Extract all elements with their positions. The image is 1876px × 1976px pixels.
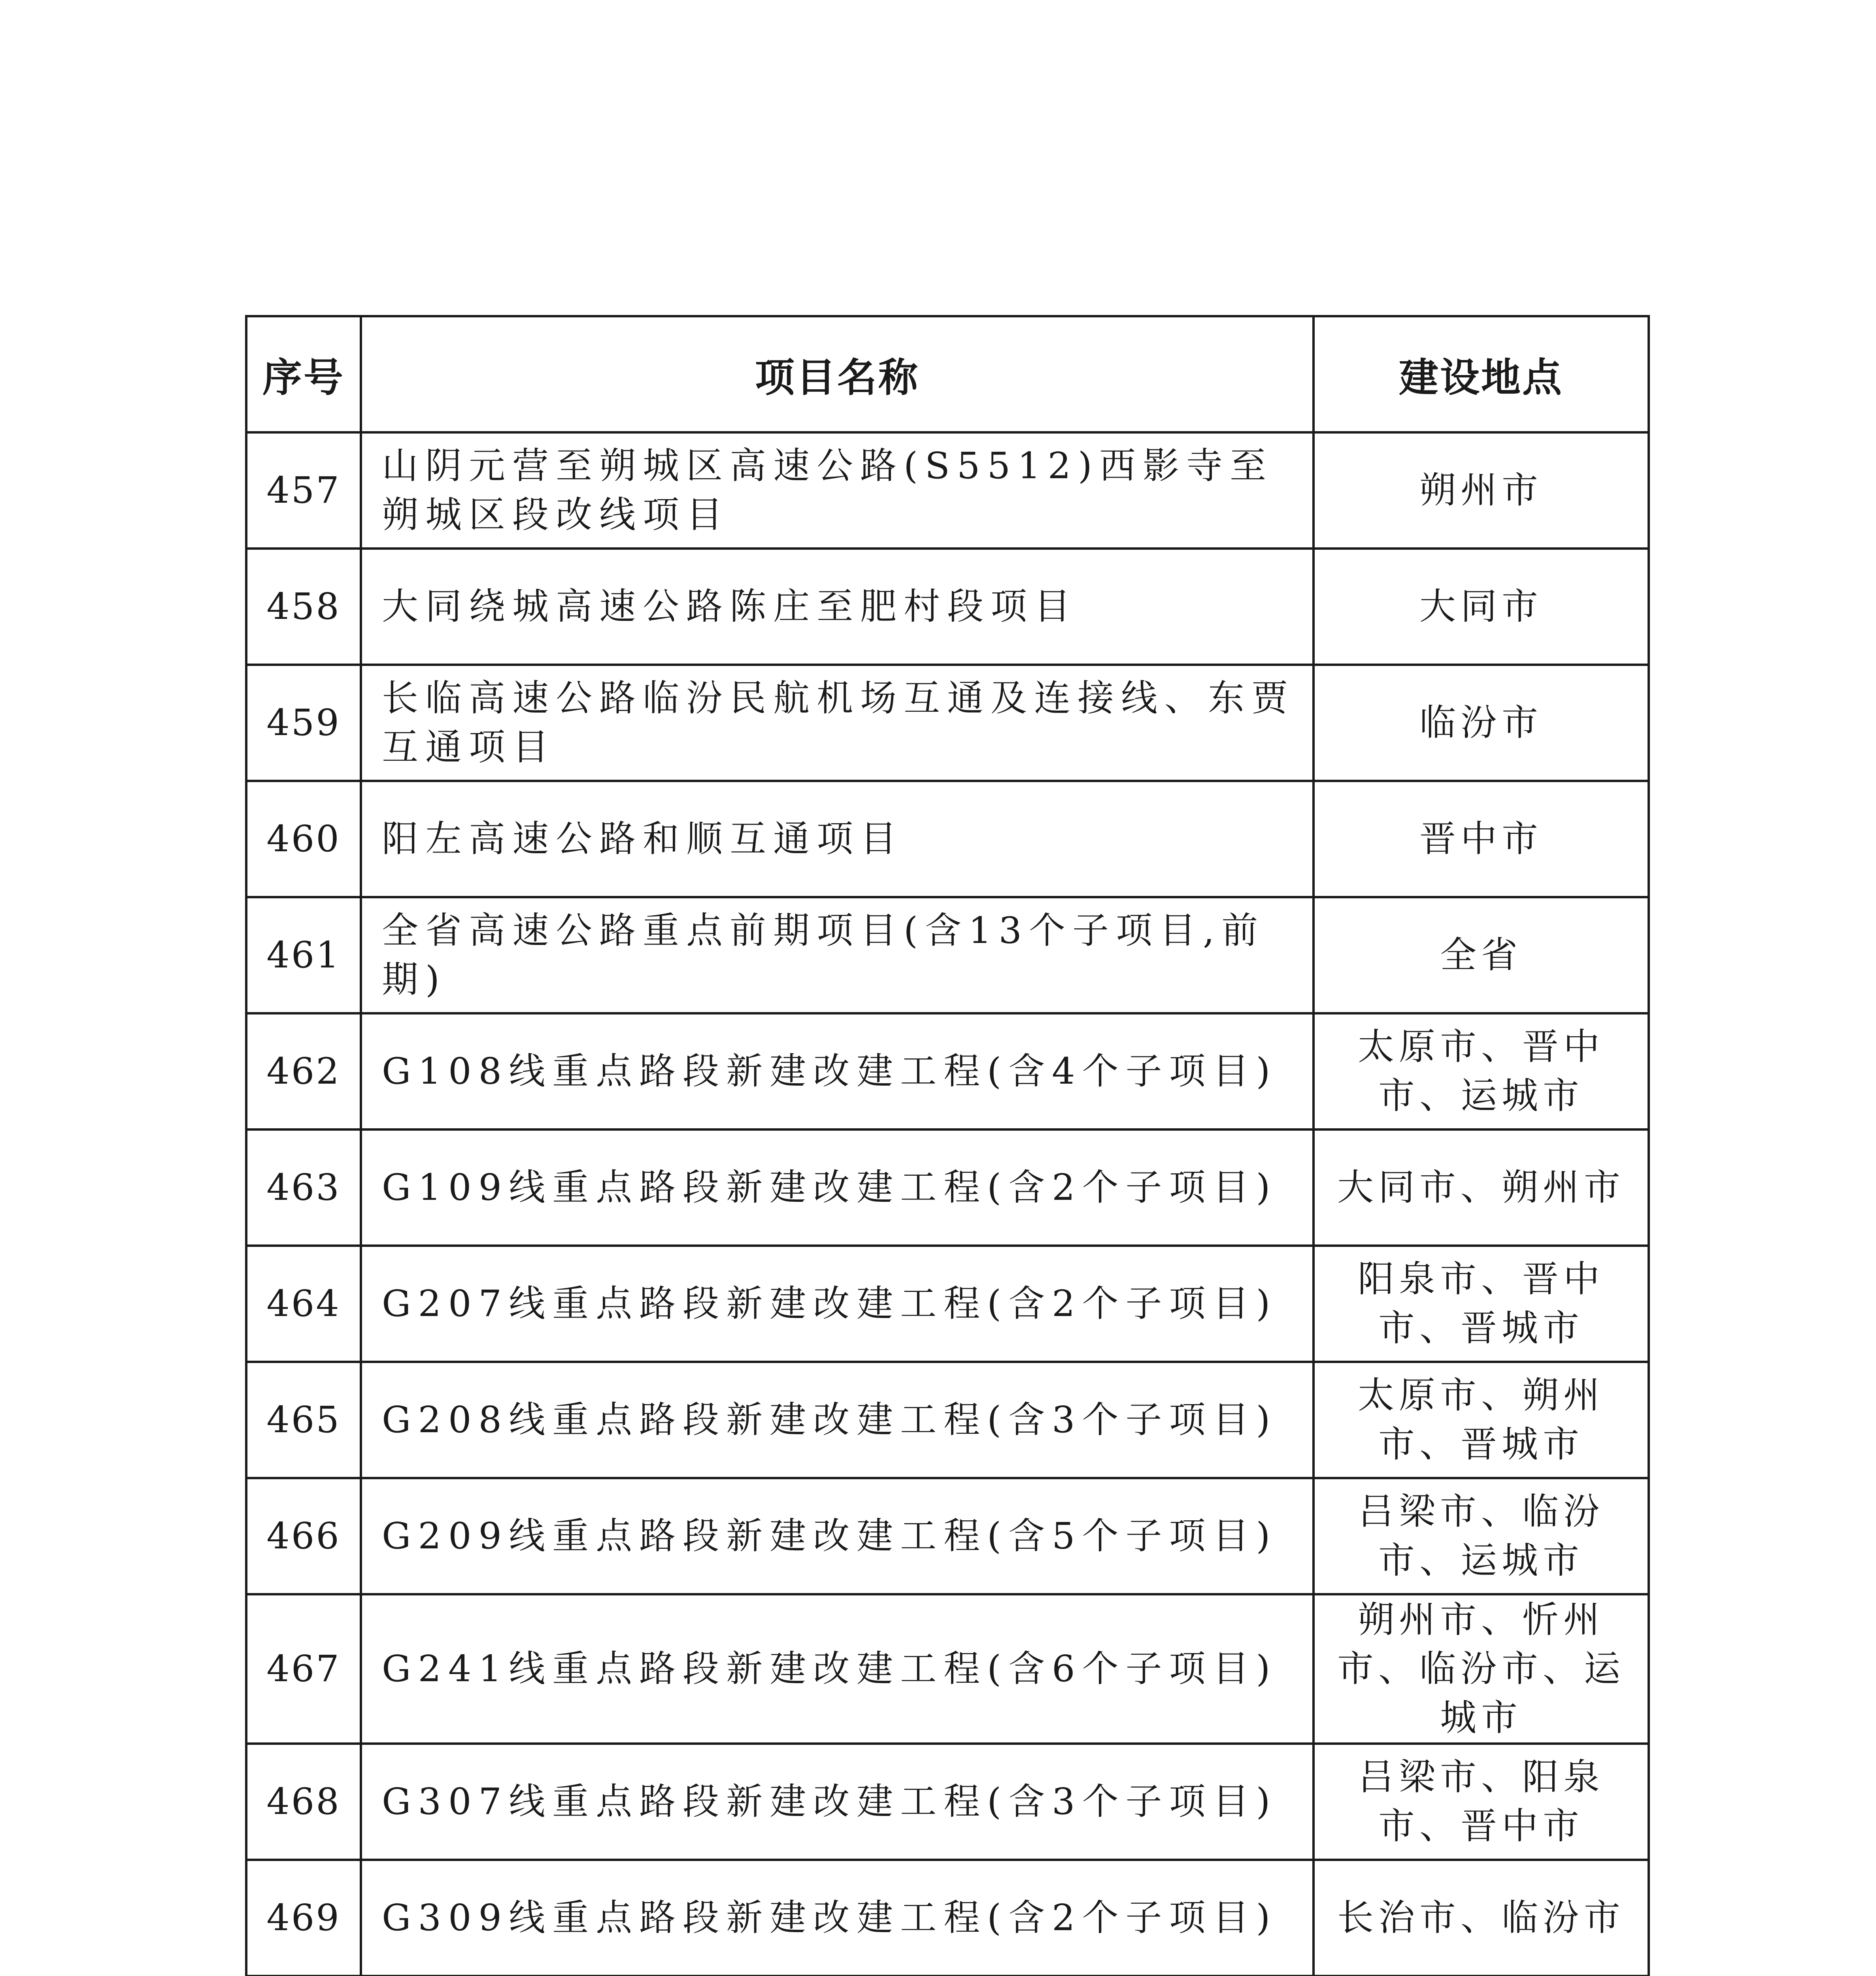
project-name-cell: G209线重点路段新建改建工程(含5个子项目) <box>361 1478 1314 1594</box>
project-name-cell: G208线重点路段新建改建工程(含3个子项目) <box>361 1362 1314 1478</box>
serial-number-cell: 468 <box>246 1744 361 1860</box>
serial-number-cell: 457 <box>246 432 361 549</box>
project-table <box>245 315 1650 1976</box>
serial-number-cell: 461 <box>246 897 361 1013</box>
table-row <box>246 432 1649 549</box>
serial-number-cell: 469 <box>246 1860 361 1976</box>
header-location: 建设地点 <box>1314 316 1649 432</box>
serial-number-cell: 462 <box>246 1013 361 1129</box>
project-name-cell: 大同绕城高速公路陈庄至肥村段项目 <box>361 549 1314 665</box>
serial-number-cell: 467 <box>246 1594 361 1744</box>
project-name-cell: 山阴元营至朔城区高速公路(S5512)西影寺至朔城区段改线项目 <box>361 432 1314 549</box>
table-header <box>246 316 1649 432</box>
project-name-cell: G109线重点路段新建改建工程(含2个子项目) <box>361 1129 1314 1246</box>
project-name-cell: 阳左高速公路和顺互通项目 <box>361 781 1314 897</box>
serial-number-cell: 460 <box>246 781 361 897</box>
project-name-cell: G241线重点路段新建改建工程(含6个子项目) <box>361 1594 1314 1744</box>
table-row <box>246 1013 1649 1129</box>
serial-number-cell: 463 <box>246 1129 361 1246</box>
header-serial-number: 序号 <box>246 316 361 432</box>
table-row <box>246 549 1649 665</box>
serial-number-cell: 458 <box>246 549 361 665</box>
location-cell: 朔州市、忻州市、临汾市、运城市 <box>1314 1594 1649 1744</box>
serial-number-cell: 465 <box>246 1362 361 1478</box>
project-name-cell: G307线重点路段新建改建工程(含3个子项目) <box>361 1744 1314 1860</box>
table-row <box>246 665 1649 781</box>
location-cell: 长治市、临汾市 <box>1314 1860 1649 1976</box>
table-row <box>246 781 1649 897</box>
location-cell: 晋中市 <box>1314 781 1649 897</box>
table-row <box>246 1478 1649 1594</box>
project-name-cell: G108线重点路段新建改建工程(含4个子项目) <box>361 1013 1314 1129</box>
location-cell: 朔州市 <box>1314 432 1649 549</box>
location-cell: 临汾市 <box>1314 665 1649 781</box>
location-cell: 吕梁市、临汾市、运城市 <box>1314 1478 1649 1594</box>
table-row <box>246 1594 1649 1744</box>
location-cell: 太原市、晋中市、运城市 <box>1314 1013 1649 1129</box>
table-row <box>246 1744 1649 1860</box>
location-cell: 阳泉市、晋中市、晋城市 <box>1314 1246 1649 1362</box>
location-cell: 大同市 <box>1314 549 1649 665</box>
table-row <box>246 1860 1649 1976</box>
location-cell: 吕梁市、阳泉市、晋中市 <box>1314 1744 1649 1860</box>
location-cell: 全省 <box>1314 897 1649 1013</box>
table-row <box>246 1246 1649 1362</box>
header-row <box>246 316 1649 432</box>
serial-number-cell: 466 <box>246 1478 361 1594</box>
project-name-cell: 长临高速公路临汾民航机场互通及连接线、东贾互通项目 <box>361 665 1314 781</box>
location-cell: 太原市、朔州市、晋城市 <box>1314 1362 1649 1478</box>
table-row <box>246 1362 1649 1478</box>
project-name-cell: 全省高速公路重点前期项目(含13个子项目,前期) <box>361 897 1314 1013</box>
table-body <box>246 432 1649 1976</box>
header-project-name: 项目名称 <box>361 316 1314 432</box>
table-row <box>246 897 1649 1013</box>
table-row <box>246 1129 1649 1246</box>
project-name-cell: G309线重点路段新建改建工程(含2个子项目) <box>361 1860 1314 1976</box>
project-name-cell: G207线重点路段新建改建工程(含2个子项目) <box>361 1246 1314 1362</box>
location-cell: 大同市、朔州市 <box>1314 1129 1649 1246</box>
serial-number-cell: 459 <box>246 665 361 781</box>
serial-number-cell: 464 <box>246 1246 361 1362</box>
